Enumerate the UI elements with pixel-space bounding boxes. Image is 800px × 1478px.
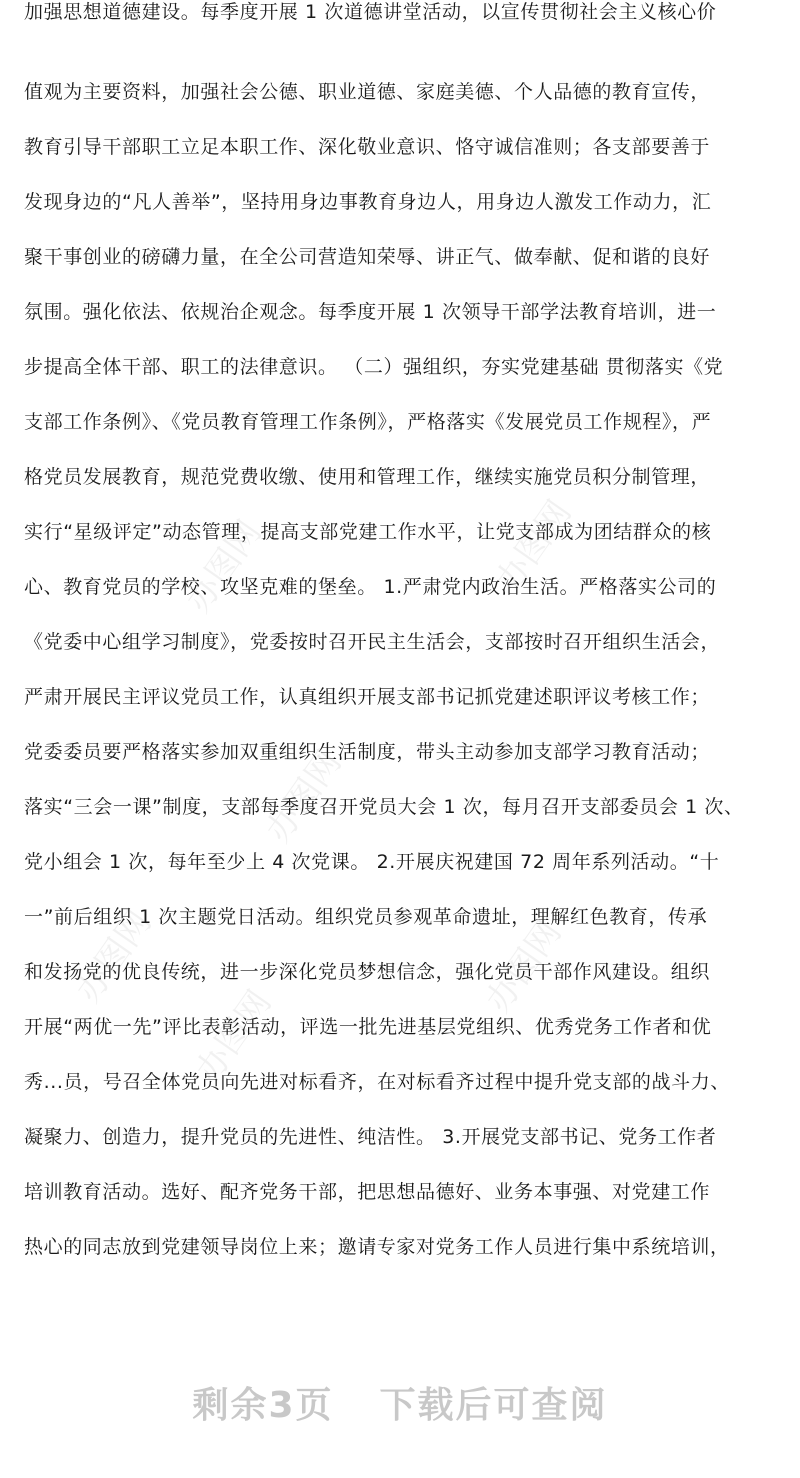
text-line: 格党员发展教育，规范党费收缴、使用和管理工作，继续实施党员积分制管理，: [24, 466, 711, 488]
text-line: 《党委中心组学习制度》，党委按时召开民主生活会，支部按时召开组织生活会，: [24, 631, 721, 653]
text-line: 凝聚力、创造力，提升党员的先进性、纯洁性。 3.开展党支部书记、党务工作者: [24, 1126, 717, 1148]
text-line: 教育引导干部职工立足本职工作、深化敬业意识、恪守诚信准则；各支部要善于: [24, 136, 711, 158]
text-line: 党小组会 1 次，每年至少上 4 次党课。 2.开展庆祝建国 72 周年系列活动。“十: [24, 851, 720, 873]
text-line: 加强思想道德建设。每季度开展 1 次道德讲堂活动，以宣传贯彻社会主义核心价: [24, 1, 717, 23]
text-line: 聚干事创业的磅礴力量，在全公司营造知荣辱、讲正气、做奉献、促和谐的良好: [24, 246, 711, 268]
text-line: 支部工作条例》、《党员教育管理工作条例》，严格落实《发展党员工作规程》，严: [24, 411, 712, 433]
text-line: 热心的同志放到党建领导岗位上来；邀请专家对党务工作人员进行集中系统培训，: [24, 1236, 730, 1258]
text-line: 党委委员要严格落实参加双重组织生活制度，带头主动参加支部学习教育活动；: [24, 741, 711, 763]
watermark-4: 办图网: [68, 903, 160, 1010]
text-line: 开展“两优一先”评比表彰活动，评选一批先进基层党组织、优秀党务工作者和优: [24, 1016, 712, 1038]
text-line: 氛围。强化依法、依规治企观念。每季度开展 1 次领导干部学法教育培训，进一: [24, 301, 717, 323]
watermark-1: 办图网: [178, 513, 270, 620]
text-line: 秀...员，号召全体党员向先进对标看齐，在对标看齐过程中提升党支部的战斗力、: [24, 1071, 730, 1093]
text-line: 值观为主要资料，加强社会公德、职业道德、家庭美德、个人品德的教育宣传，: [24, 81, 711, 103]
watermark-3: 办图网: [258, 743, 350, 850]
watermark-5: 办图网: [478, 913, 570, 1020]
download-banner[interactable]: [0, 1372, 800, 1432]
remaining-pages-label: 剩余3页: [192, 1384, 334, 1426]
text-line: 步提高全体干部、职工的法律意识。 （二）强组织，夯实党建基础 贯彻落实《党: [24, 356, 724, 378]
text-line: 严肃开展民主评议党员工作，认真组织开展支部书记抓党建述职评议考核工作；: [24, 686, 711, 708]
text-line: 和发扬党的优良传统，进一步深化党员梦想信念，强化党员干部作风建设。组织: [24, 961, 711, 983]
text-line: 发现身边的“凡人善举”，坚持用身边事教育身边人，用身边人激发工作动力，汇: [24, 191, 712, 213]
download-hint-label: 下载后可查阅: [379, 1384, 608, 1426]
text-line: 实行“星级评定”动态管理，提高支部党建工作水平，让党支部成为团结群众的核: [24, 521, 712, 543]
text-line: 一”前后组织 1 次主题党日活动。组织党员参观革命遗址，理解红色教育，传承: [24, 906, 708, 928]
watermark-2: 办图网: [488, 493, 580, 600]
text-line: 培训教育活动。选好、配齐党务干部，把思想品德好、业务本事强、对党建工作: [24, 1181, 711, 1203]
text-line: 心、教育党员的学校、攻坚克难的堡垒。 1.严肃党内政治生活。严格落实公司的: [24, 576, 717, 598]
watermark-6: 办图网: [188, 983, 280, 1090]
text-line: 落实“三会一课”制度，支部每季度召开党员大会 1 次，每月召开支部委员会 1 次、: [24, 796, 744, 818]
